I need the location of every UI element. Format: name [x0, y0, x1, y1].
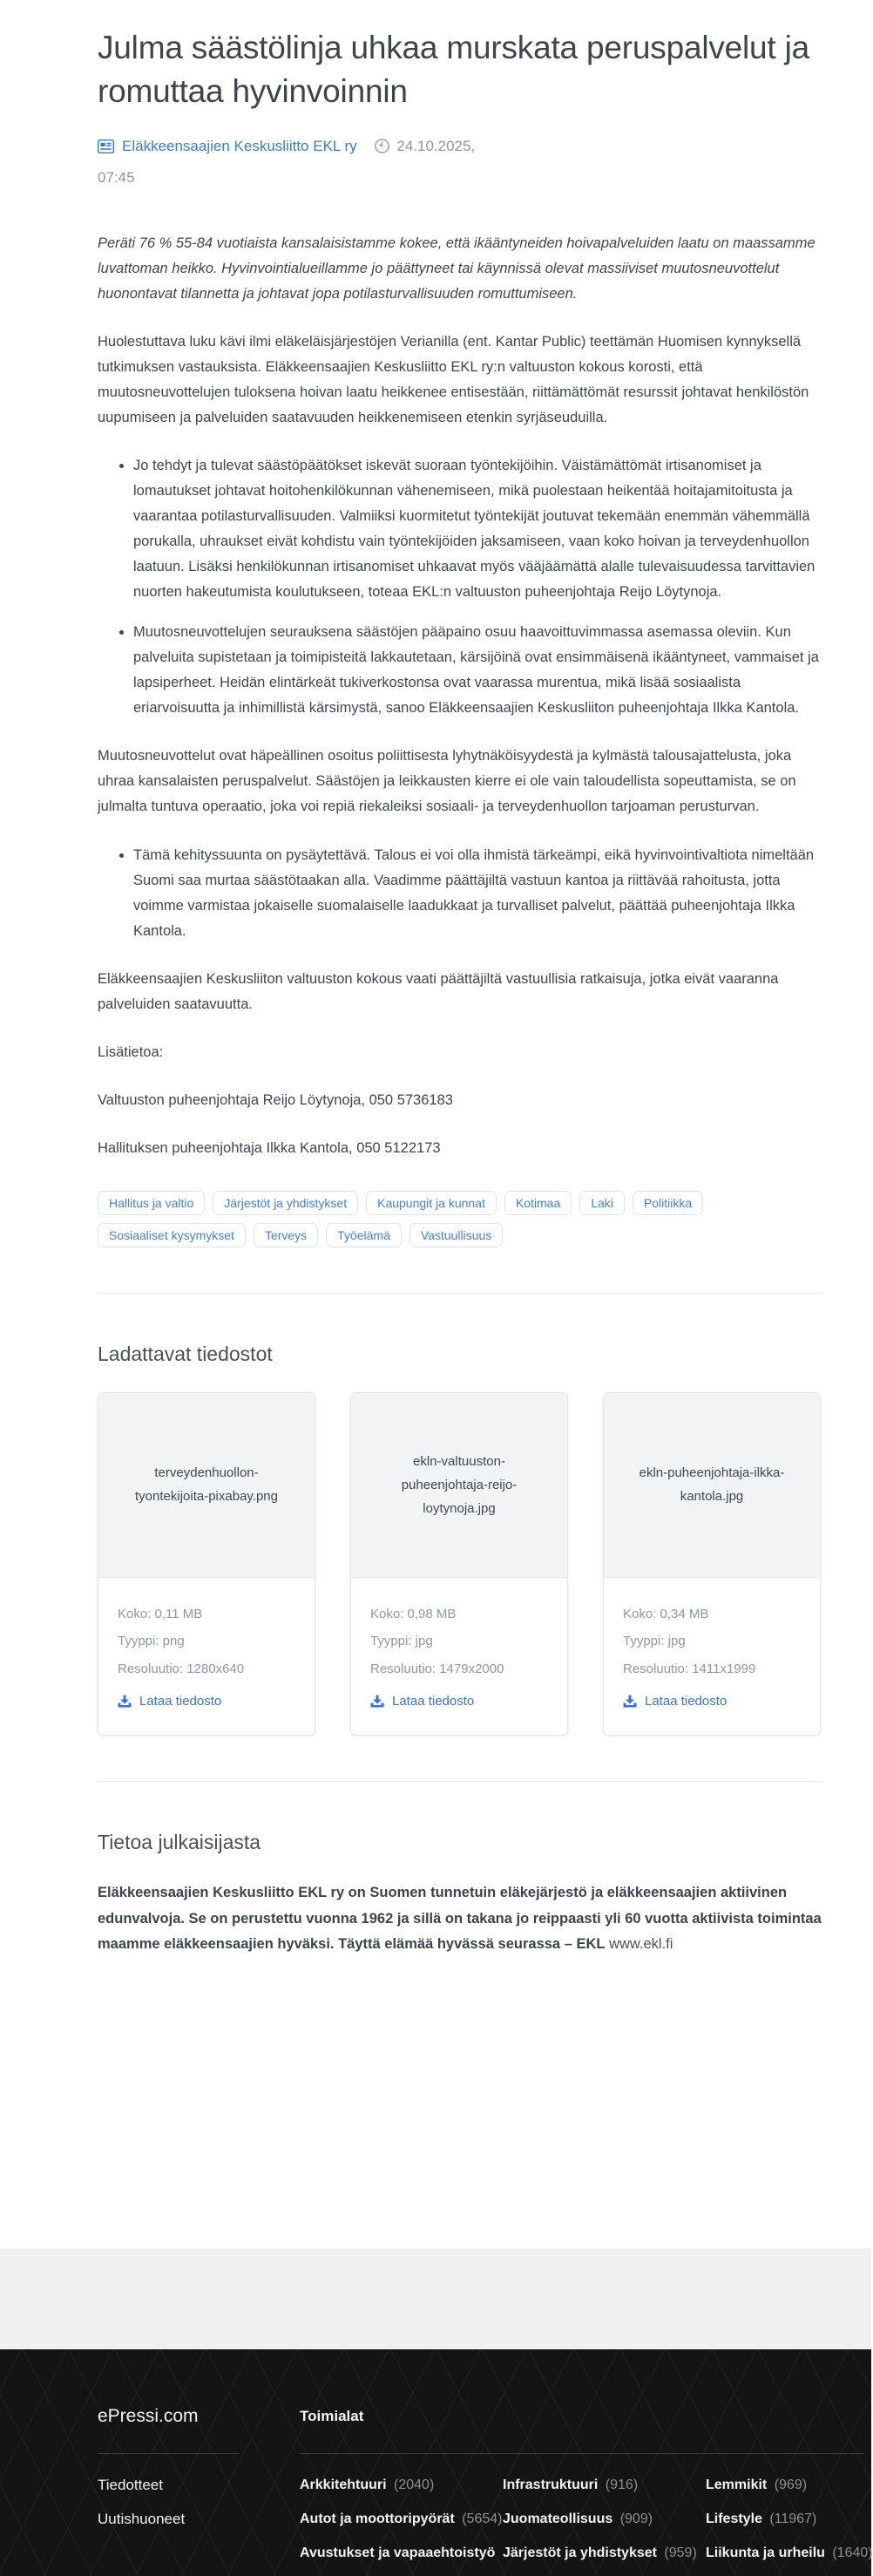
industry-item[interactable]: [300, 2542, 503, 2564]
tag-pill[interactable]: Sosiaaliset kysymykset: [98, 1223, 246, 1247]
industry-column: [503, 2474, 706, 2576]
publisher-info-heading: Tietoa julkaisijasta: [98, 1831, 261, 1854]
bullet-item: [133, 453, 822, 605]
industry-name: Infrastruktuuri: [503, 2477, 599, 2492]
file-preview: [351, 1393, 567, 1578]
tag-pill[interactable]: Työelämä: [326, 1223, 402, 1247]
section-divider: [98, 1781, 822, 1782]
download-label: Lataa tiedosto: [392, 1694, 475, 1709]
file-type: Tyyppi: jpg: [370, 1634, 433, 1649]
download-icon: [118, 1695, 132, 1708]
publisher-name: Eläkkeensaajien Keskusliitto EKL ry: [122, 138, 357, 155]
bullet-text: Jo tehdyt ja tulevat säästöpäätökset iskevät suoraan työntekijöihin. Väistämättömät irtisanomiset ja lomautukset johtavat hoitohenkilökunnan vähenemiseen, mikä puolestaan heikentää hoitajamitoitusta ja vaarantaa potilasturvallisuuden. Valmiiksi kuormitetut työntekijät joutuvat tekemään enemmän vähemmällä porukalla, uhraukset eivät kohdistu vain työntekijöiden jaksamiseen, vaan koko hoivan ja terveydenhuollon laatuun. Lisäksi henkilökunnan irtisanomiset uhkaavat myös vääjäämättä alalle tulevaisuudessa tarvittavien nuorten hakeutumista koulutukseen, toteaa EKL:n valtuuston puheenjohtaja Reijo Löytynoja.: [133, 458, 815, 601]
download-label: Lataa tiedosto: [139, 1694, 222, 1709]
publish-date: 24.10.2025,: [396, 137, 476, 154]
clock-icon: [375, 139, 389, 153]
industry-count: (11967): [765, 2511, 817, 2526]
file-resolution: Resoluutio: 1479x2000: [370, 1661, 504, 1676]
tag-pill[interactable]: Järjestöt ja yhdistykset: [213, 1191, 358, 1215]
industry-item[interactable]: [503, 2508, 706, 2530]
contact-line: Valtuuston puheenjohtaja Reijo Löytynoja, 050 5736183: [98, 1091, 453, 1108]
download-card: [98, 1392, 315, 1737]
file-size: Koko: 0,98 MB: [370, 1606, 457, 1621]
industry-count: (916): [601, 2477, 639, 2492]
publisher-about: [98, 1880, 822, 1957]
industry-count: (969): [770, 2477, 808, 2492]
industry-name: Lifestyle: [706, 2511, 762, 2526]
industry-item[interactable]: [706, 2474, 873, 2496]
download-icon: [370, 1695, 384, 1708]
download-link[interactable]: [370, 1694, 474, 1709]
file-size: Koko: 0,34 MB: [623, 1606, 709, 1621]
industry-name: Liikunta ja urheilu: [706, 2545, 825, 2560]
section-divider: [98, 1293, 822, 1294]
bullet-item: [133, 843, 822, 944]
body-paragraph: Eläkkeensaajien Keskusliiton valtuuston kokous vaati päättäjiltä vastuullisia ratkaisuja, jotka eivät vaaranna palveluiden saatavuutta.: [98, 970, 779, 1012]
footer-industries-column: [300, 2403, 873, 2576]
gray-band: [0, 2248, 871, 2349]
footer-brand-column: [98, 2403, 300, 2576]
industry-name: Arkkitehtuuri: [300, 2477, 387, 2492]
contact-line: Hallituksen puheenjohtaja Ilkka Kantola, 050 5122173: [98, 1139, 441, 1156]
footer-link[interactable]: Uutishuoneet: [98, 2511, 186, 2527]
industry-name: Avustukset ja vapaaehtoistyö: [300, 2545, 496, 2560]
industry-count: (5654): [457, 2511, 503, 2526]
industry-count: (959): [660, 2545, 697, 2560]
bullet-list: [98, 843, 822, 944]
download-icon: [623, 1695, 637, 1708]
industry-column: [300, 2474, 503, 2576]
file-name: ekln-valtuuston-puheenjohtaja-reijo-loytynoja.jpg: [401, 1453, 518, 1516]
download-label: Lataa tiedosto: [645, 1694, 728, 1709]
tag-pill[interactable]: Kotimaa: [504, 1191, 572, 1215]
file-details: [98, 1578, 315, 1736]
more-info-label: Lisätietoa:: [98, 1043, 164, 1060]
footer: [0, 2349, 871, 2576]
industry-name: Lemmikit: [706, 2477, 768, 2492]
industries-heading: Toimialat: [300, 2408, 364, 2424]
footer-nav: [98, 2474, 300, 2530]
industry-item[interactable]: [503, 2474, 706, 2496]
industry-count: (1640): [828, 2545, 873, 2560]
publisher-link[interactable]: [98, 135, 357, 158]
tag-pill[interactable]: Vastuullisuus: [409, 1223, 503, 1247]
file-name: terveydenhuollon-tyontekijoita-pixabay.png: [135, 1465, 278, 1505]
publish-datetime: [375, 135, 475, 158]
industry-item[interactable]: [706, 2542, 873, 2564]
file-resolution: Resoluutio: 1411x1999: [623, 1661, 756, 1676]
file-details: [351, 1578, 567, 1736]
file-type: Tyyppi: png: [118, 1634, 185, 1649]
body-paragraph: Huolestuttava luku kävi ilmi eläkeläisjärjestöjen Verianilla (ent. Kantar Public) teettämän Huomisen kynnyksellä tutkimuksen vastauksista. Eläkkeensaajien Keskusliitto EKL ry:n valtuuston kokous korosti, että muutosneuvottelujen tuloksena hoivan laatu heikkenee entisestään, riittämättömät resurssit johtavat henkilöstön uupumiseen ja palveluiden saatavuuden heikkenemiseen etenkin syrjäseuduilla.: [98, 333, 809, 426]
industries-list: [300, 2474, 873, 2576]
download-card: [603, 1392, 821, 1737]
article-meta: [98, 135, 822, 189]
file-resolution: Resoluutio: 1280x640: [118, 1661, 245, 1676]
download-cards: [98, 1392, 822, 1737]
bullet-text: Tämä kehityssuunta on pysäytettävä. Talous ei voi olla ihmistä tärkeämpi, eikä hyvinvointivaltiota nimeltään Suomi saa murtaa säästötaakan alla. Vaadimme päättäjiltä vastuun kantoa ja riittävää rahoitusta, jotta voimme varmistaa jokaiselle suomalaiselle laadukkaat ja turvalliset palvelut, päättää puheenjohtaja Ilkka Kantola.: [133, 846, 815, 939]
page-title: Julma säästölinja uhkaa murskata peruspalvelut ja romuttaa hyvinvoinnin: [98, 30, 809, 110]
tags-list: [98, 1191, 822, 1247]
tag-pill[interactable]: Kaupungit ja kunnat: [366, 1191, 497, 1215]
lead-paragraph: Peräti 76 % 55-84 vuotiaista kansalaisistamme kokee, että ikääntyneiden hoivapalveluiden laatu on maassamme luvattoman heikko. Hyvinvointialueillamme jo päättyneet tai käynnissä olevat massiiviset muutosneuvottelut huonontavat tilannetta ja johtavat jopa potilasturvallisuuden romuttumiseen.: [98, 234, 815, 302]
industry-name: Järjestöt ja yhdistykset: [503, 2545, 657, 2560]
download-card: [350, 1392, 568, 1737]
body-paragraph: Muutosneuvottelut ovat häpeällinen osoitus poliittisesta lyhytnäköisyydestä ja kylmästä talousajattelusta, joka uhraa kansalaisten peruspalvelut. Säästöjen ja leikkausten kierre ei ole vain taloudellista sopeuttamista, se on julmalta tuntuva operaatio, joka voi repiä riekaleiksi sosiaali- ja terveydenhuollon tarjoaman perusturvan.: [98, 748, 796, 815]
industry-item[interactable]: [706, 2508, 873, 2530]
footer-brand: ePressi.com: [98, 2406, 199, 2426]
newspaper-icon: [98, 139, 114, 153]
industry-item[interactable]: [300, 2474, 503, 2496]
footer-divider: [98, 2453, 239, 2454]
bullet-list: [98, 453, 822, 721]
download-link[interactable]: [623, 1694, 727, 1709]
bullet-item: [133, 620, 822, 721]
publisher-website-link[interactable]: www.ekl.fi: [609, 1936, 673, 1952]
download-link[interactable]: [118, 1694, 221, 1709]
tag-pill[interactable]: Hallitus ja valtio: [98, 1191, 205, 1215]
file-details: [604, 1578, 820, 1736]
downloads-heading: Ladattavat tiedostot: [98, 1342, 273, 1365]
publisher-about-text: Eläkkeensaajien Keskusliitto EKL ry on Suomen tunnetuin eläkejärjestö ja eläkkeensaajien aktiivinen edunvalvoja. Se on perustettu vuonna 1962 ja sillä on takana jo reippaasti yli 60 vuotta aktiivista toimintaa maamme eläkkeensaajien hyväksi. Täyttä elämää hyvässä seurassa – EKL: [98, 1885, 822, 1952]
industry-name: Autot ja moottoripyörät: [300, 2511, 455, 2526]
file-preview: [604, 1393, 820, 1578]
file-size: Koko: 0,11 MB: [118, 1606, 203, 1621]
tag-pill[interactable]: Laki: [579, 1191, 625, 1215]
industry-count: (909): [616, 2511, 653, 2526]
publish-time: 07:45: [98, 169, 135, 187]
industry-column: [706, 2474, 873, 2576]
bullet-text: Muutosneuvottelujen seurauksena säästöjen pääpaino osuu haavoittuvimmassa asemassa oleviin. Kun palveluita supistetaan ja toimipisteitä lakkautetaan, kärsijöinä ovat ensimmäisenä ikääntyneet, vammaiset ja lapsiperheet. Heidän elintärkeät tukiverkostonsa ovat vaarassa murentua, mikä lisää sosiaalista eriarvoisuutta ja inhimillistä kärsimystä, sanoo Eläkkeensaajien Keskusliiton puheenjohtaja Ilkka Kantola.: [133, 624, 819, 717]
file-name: ekln-puheenjohtaja-ilkka-kantola.jpg: [639, 1465, 785, 1505]
file-preview: [98, 1393, 315, 1578]
industry-item[interactable]: [503, 2542, 706, 2564]
industry-name: Juomateollisuus: [503, 2511, 613, 2526]
industry-item[interactable]: [300, 2508, 503, 2530]
file-type: Tyyppi: jpg: [623, 1634, 686, 1649]
tag-pill[interactable]: Politiikka: [633, 1191, 703, 1215]
footer-link[interactable]: Tiedotteet: [98, 2477, 163, 2493]
tag-pill[interactable]: Terveys: [254, 1223, 318, 1247]
industry-count: (2040): [389, 2477, 435, 2492]
footer-divider: [300, 2453, 864, 2454]
